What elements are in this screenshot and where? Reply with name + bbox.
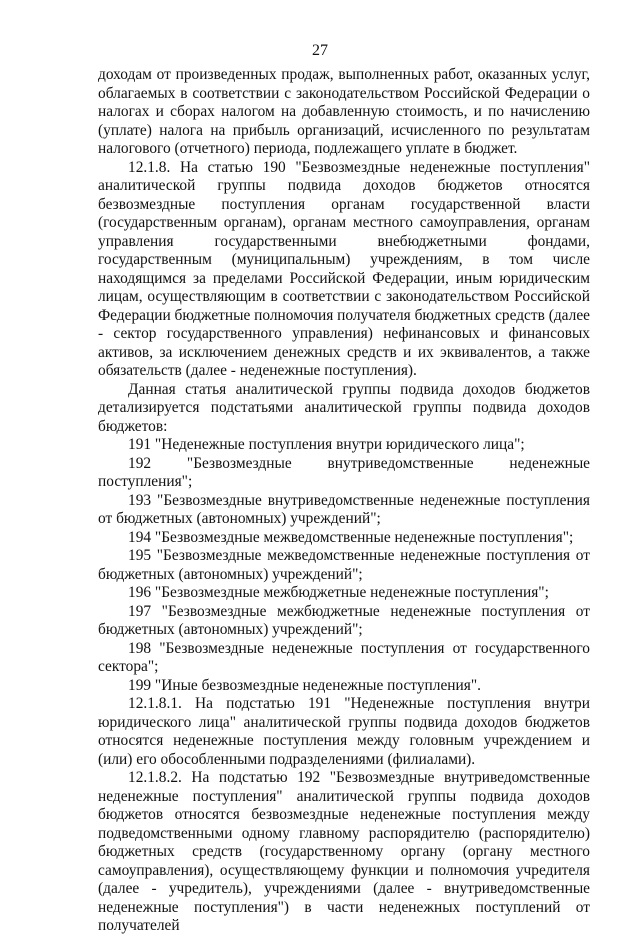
paragraph: 12.1.8.1. На подстатью 191 "Неденежные поступления внутри юридического лица" аналитической группы подвида доходов бюджетов относятся неденежные поступления между головным учреждением и (или) его обособленными подразделениями (филиалами).	[98, 695, 590, 768]
paragraph: Данная статья аналитической группы подвида доходов бюджетов детализируется подстатьями аналитической группы подвида доходов бюджетов:	[98, 380, 590, 435]
list-item: 198 "Безвозмездные неденежные поступления от государственного сектора";	[98, 639, 590, 675]
list-item: 194 "Безвозмездные межведомственные неденежные поступления";	[128, 528, 574, 546]
list-item: 191 "Неденежные поступления внутри юридического лица";	[128, 436, 525, 453]
list-item: 199 "Иные безвозмездные неденежные поступления".	[128, 676, 481, 694]
document-body	[98, 66, 590, 936]
paragraph: доходам от произведенных продаж, выполненных работ, оказанных услуг, облагаемых в соответствии с законодательством Российской Федерации о налогах и сборах налогом на добавленную стоимость, и по начислению (уплате) налога на прибыль организаций, исчисленного по результатам налогового (отчетного) периода, подлежащего уплате в бюджет.	[98, 66, 590, 157]
list-item: 193 "Безвозмездные внутриведомственные неденежные поступления от бюджетных (автономных) учреждений";	[98, 491, 590, 527]
list-item: 196 "Безвозмездные межбюджетные неденежные поступления";	[128, 584, 549, 601]
list-item: 192 "Безвозмездные внутриведомственные неденежные поступления";	[98, 454, 590, 490]
paragraph: 12.1.8. На статью 190 "Безвозмездные неденежные поступления" аналитической группы подвида доходов бюджетов относятся безвозмездные поступления органам государственной власти (государственным органам), органам местного самоуправления, органам управления государственными внебюджетными фондами, государственным (муниципальным) учреждениям, в том числе находящимся за пределами Российской Федерации, иным юридическим лицам, осуществляющим в соответствии с законодательством Российской Федерации бюджетные полномочия получателя бюджетных средств (далее - сектор государственного управления) нефинансовых и финансовых активов, за исключением денежных средств и их эквивалентов, а также обязательств (далее - неденежные поступления).	[98, 158, 590, 379]
paragraph: 12.1.8.2. На подстатью 192 "Безвозмездные внутриведомственные неденежные поступления" аналитической группы подвида доходов бюджетов относятся безвозмездные неденежные поступления между подведомственными одному главному распорядителю (распорядителю) бюджетных средств (государственному органу (органу местного самоуправления), осуществляющему функции и полномочия учредителя (далее - учредитель), учреждениями (далее - внутриведомственные неденежные поступления") в части неденежных поступлений от получателей	[98, 769, 590, 934]
list-item: 195 "Безвозмездные межведомственные неденежные поступления от бюджетных (автономных) учреждений";	[98, 547, 590, 583]
list-item: 197 "Безвозмездные межбюджетные неденежные поступления от бюджетных (автономных) учреждений";	[98, 602, 590, 638]
page-number: 27	[312, 42, 328, 59]
